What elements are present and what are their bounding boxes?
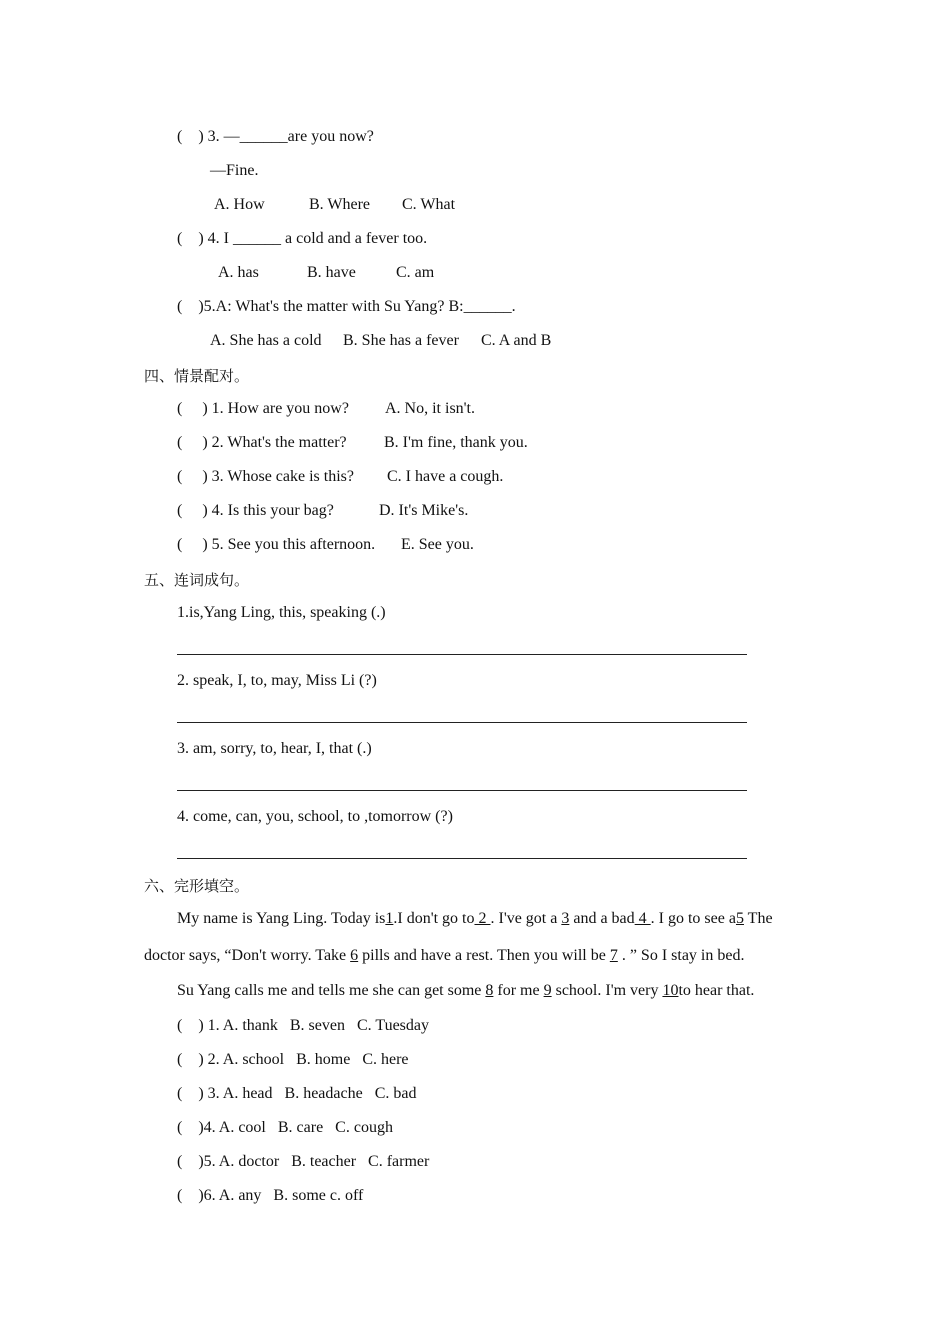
q5-option-a: A. She has a cold [210, 332, 322, 349]
sentence-prompt-2: 2. speak, I, to, may, Miss Li (?) [177, 672, 377, 689]
cloze-paragraph-line-3 [177, 981, 754, 1001]
match-question-5: ( ) 5. See you this afternoon. [177, 536, 376, 553]
answer-line-1 [177, 654, 747, 655]
sentence-prompt-4: 4. come, can, you, school, to ,tomorrow (?) [177, 808, 453, 825]
cloze-blank-9: 9 [543, 982, 552, 999]
q5-stem: ( )5.A: What's the matter with Su Yang? B:______. [177, 298, 516, 315]
q4-option-c: C. am [396, 264, 435, 281]
q3-option-a: A. How [214, 196, 265, 213]
cloze-option-3: ( ) 3. A. head B. headache C. bad [177, 1085, 417, 1102]
part5-heading: 五、连词成句。 [144, 571, 250, 589]
match-question-1: ( ) 1. How are you now? [177, 400, 349, 417]
match-answer-e: E. See you. [401, 536, 474, 553]
cloze-text: . I go to see a [650, 910, 736, 927]
cloze-text: . ” So I stay in bed. [617, 947, 745, 964]
cloze-blank-1: 1 [385, 910, 394, 927]
cloze-text: pills and have a rest. Then you will be [358, 947, 610, 964]
match-answer-a: A. No, it isn't. [385, 400, 475, 417]
q3-option-b: B. Where [309, 196, 371, 213]
cloze-blank-6: 6 [350, 947, 359, 964]
cloze-option-5: ( )5. A. doctor B. teacher C. farmer [177, 1153, 430, 1170]
cloze-text: for me [493, 982, 544, 999]
answer-line-3 [177, 790, 747, 791]
cloze-blank-10: 10 [662, 982, 679, 999]
answer-line-2 [177, 722, 747, 723]
match-question-4: ( ) 4. Is this your bag? [177, 502, 334, 519]
cloze-text: . I've got a [490, 910, 562, 927]
cloze-text: to hear that. [678, 982, 755, 999]
cloze-paragraph-line-1 [177, 909, 773, 929]
cloze-text: My name is Yang Ling. Today is [177, 910, 386, 927]
q3-stem: ( ) 3. —______are you now? [177, 128, 374, 145]
sentence-prompt-3: 3. am, sorry, to, hear, I, that (.) [177, 740, 372, 757]
answer-line-4 [177, 858, 747, 859]
cloze-blank-5: 5 [735, 910, 744, 927]
cloze-option-1: ( ) 1. A. thank B. seven C. Tuesday [177, 1017, 429, 1034]
cloze-text: school. I'm very [551, 982, 663, 999]
match-answer-d: D. It's Mike's. [379, 502, 469, 519]
q4-option-b: B. have [307, 264, 356, 281]
cloze-blank-8: 8 [485, 982, 494, 999]
cloze-text: doctor says, “Don't worry. Take [144, 947, 351, 964]
q5-option-b: B. She has a fever [343, 332, 459, 349]
cloze-option-4: ( )4. A. cool B. care C. cough [177, 1119, 393, 1136]
part6-heading: 六、完形填空。 [144, 877, 250, 895]
cloze-text: and a bad [569, 910, 635, 927]
cloze-blank-4: 4 [634, 910, 651, 927]
cloze-text: .I don't go to [393, 910, 475, 927]
match-question-3: ( ) 3. Whose cake is this? [177, 468, 354, 485]
q5-option-c: C. A and B [481, 332, 552, 349]
q3-reply: —Fine. [210, 162, 259, 179]
match-question-2: ( ) 2. What's the matter? [177, 434, 347, 451]
cloze-blank-2: 2 [474, 910, 491, 927]
cloze-blank-3: 3 [561, 910, 570, 927]
sentence-prompt-1: 1.is,Yang Ling, this, speaking (.) [177, 604, 386, 621]
cloze-blank-7: 7 [609, 947, 618, 964]
cloze-text: Su Yang calls me and tells me she can get some [177, 982, 486, 999]
cloze-option-2: ( ) 2. A. school B. home C. here [177, 1051, 409, 1068]
cloze-text: The [743, 910, 773, 927]
q4-option-a: A. has [218, 264, 259, 281]
cloze-paragraph-line-2 [144, 946, 744, 966]
q4-stem: ( ) 4. I ______ a cold and a fever too. [177, 230, 428, 247]
q3-option-c: C. What [402, 196, 456, 213]
part4-heading: 四、情景配对。 [144, 367, 250, 385]
match-answer-c: C. I have a cough. [387, 468, 504, 485]
cloze-option-6: ( )6. A. any B. some c. off [177, 1187, 364, 1204]
match-answer-b: B. I'm fine, thank you. [384, 434, 528, 451]
